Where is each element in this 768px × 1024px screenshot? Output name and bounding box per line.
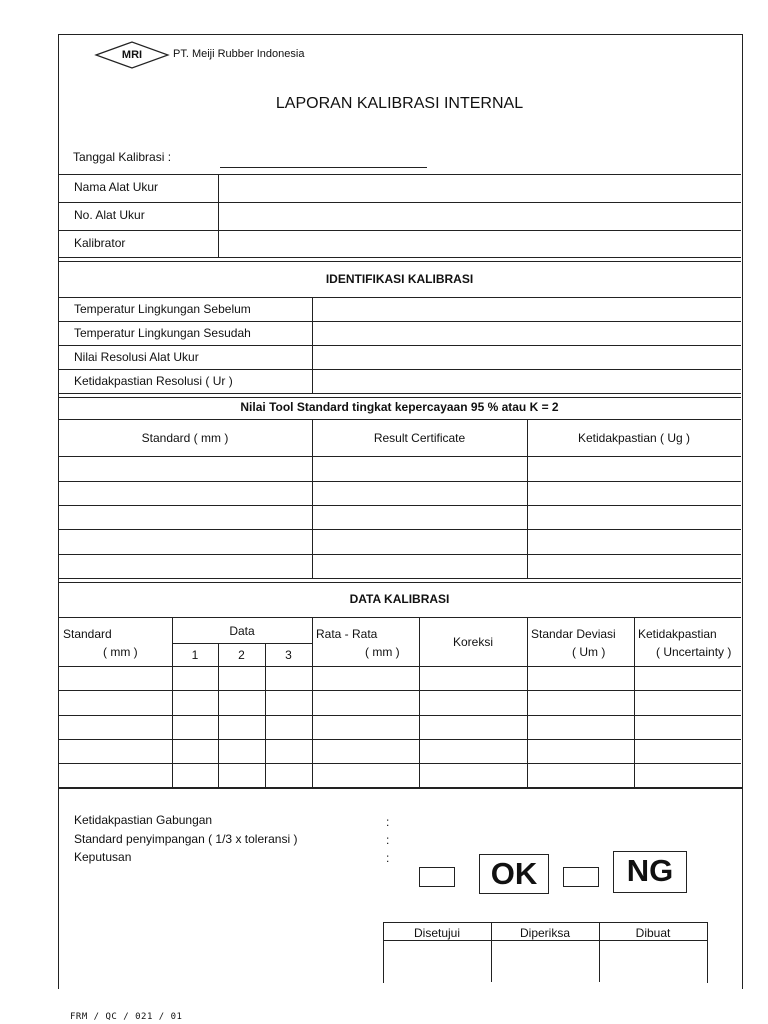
kalibrator-field[interactable] xyxy=(220,232,740,256)
approval-disetujui: Disetujui xyxy=(413,926,461,940)
data-kalibrasi-title: DATA KALIBRASI xyxy=(349,592,450,606)
approval-dibuat: Dibuat xyxy=(635,926,671,940)
approval-diperiksa: Diperiksa xyxy=(519,926,570,940)
no-alat-field[interactable] xyxy=(220,204,740,229)
nama-alat-field[interactable] xyxy=(220,176,740,201)
tool-col-ug: Ketidakpastian ( Ug ) xyxy=(577,431,691,445)
ng-label: NG xyxy=(613,851,687,893)
dk-col-deviasi: Standar Deviasi xyxy=(531,627,616,641)
tanggal-field[interactable] xyxy=(220,167,427,168)
info-label-nama: Nama Alat Ukur xyxy=(74,180,159,194)
dk-col-deviasi-unit: ( Um ) xyxy=(572,645,606,659)
ok-label: OK xyxy=(479,854,549,894)
dk-col-standard: Standard xyxy=(63,627,112,641)
ident-row-resolusi: Nilai Resolusi Alat Ukur xyxy=(74,350,199,364)
dk-col-koreksi: Koreksi xyxy=(452,635,493,649)
info-label-kalibrator: Kalibrator xyxy=(74,236,126,250)
tool-col-standard: Standard ( mm ) xyxy=(141,431,229,445)
page-title: LAPORAN KALIBRASI INTERNAL xyxy=(275,95,524,112)
dk-col-data-2: 2 xyxy=(238,648,245,662)
ident-row-sebelum: Temperatur Lingkungan Sebelum xyxy=(74,302,251,316)
tool-col-result: Result Certificate xyxy=(373,431,466,445)
tanggal-label: Tanggal Kalibrasi : xyxy=(73,150,172,164)
ok-checkbox[interactable] xyxy=(419,867,455,887)
penyimpangan-colon: : xyxy=(386,833,390,847)
gabungan-label: Ketidakpastian Gabungan xyxy=(74,813,213,827)
dk-col-uncert-unit: ( Uncertainty ) xyxy=(656,645,732,659)
dk-col-rata: Rata - Rata xyxy=(316,627,378,641)
company-name: PT. Meiji Rubber Indonesia xyxy=(173,48,305,60)
keputusan-label: Keputusan xyxy=(74,850,132,864)
logo-text: MRI xyxy=(121,49,143,61)
dk-col-data: Data xyxy=(229,624,255,638)
identifikasi-title: IDENTIFIKASI KALIBRASI xyxy=(325,272,474,286)
keputusan-colon: : xyxy=(386,851,390,865)
penyimpangan-label: Standard penyimpangan ( 1/3 x toleransi ) xyxy=(74,832,298,846)
tool-standard-title: Nilai Tool Standard tingkat kepercayaan 95 % atau K = 2 xyxy=(240,400,559,414)
gabungan-colon: : xyxy=(386,815,390,829)
dk-col-data-1: 1 xyxy=(191,648,199,662)
ident-row-sesudah: Temperatur Lingkungan Sesudah xyxy=(74,326,251,340)
dk-col-rata-unit: ( mm ) xyxy=(365,645,400,659)
form-code: FRM / QC / 021 / 01 xyxy=(70,1012,183,1022)
ng-checkbox[interactable] xyxy=(563,867,599,887)
dk-col-standard-unit: ( mm ) xyxy=(103,645,138,659)
ident-row-ur: Ketidakpastian Resolusi ( Ur ) xyxy=(74,374,233,388)
info-label-no: No. Alat Ukur xyxy=(74,208,145,222)
dk-col-uncert: Ketidakpastian xyxy=(638,627,717,641)
dk-col-data-3: 3 xyxy=(285,648,292,662)
